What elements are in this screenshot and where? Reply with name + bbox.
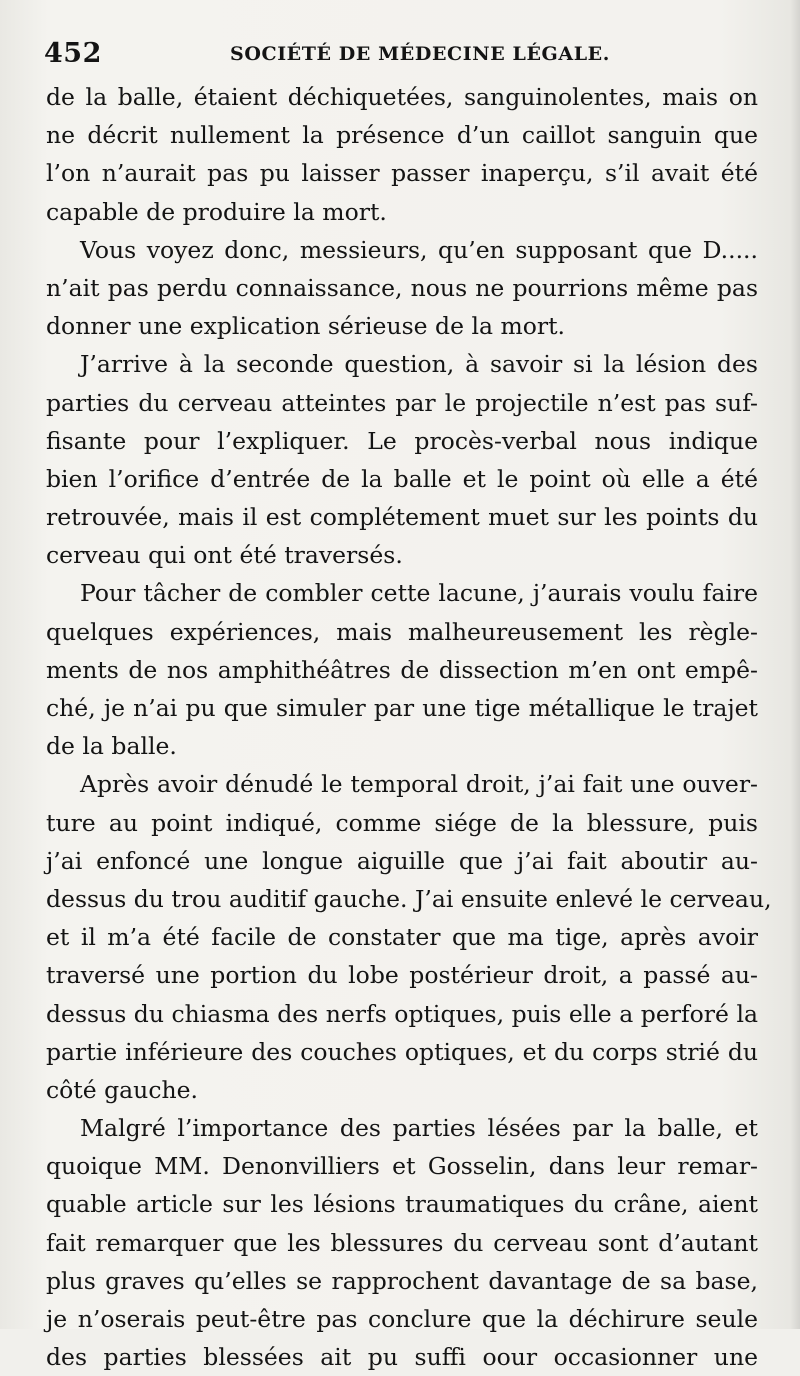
text-line: de la balle. (46, 732, 177, 761)
text-line: ture au point indiqué, comme siége de la blessure, puis (46, 808, 758, 837)
text-line: donner une explication sérieuse de la mort. (46, 312, 566, 341)
text-line: parties du cerveau atteintes par le projectile n’est pas suf- (46, 388, 758, 417)
text-line: capable de produire la mort. (46, 197, 387, 226)
page-edge-shadow (790, 0, 800, 1329)
text-line: Malgré l’importance des parties lésées par la balle, et (80, 1114, 758, 1143)
text-line: quable article sur les lésions traumatiques du crâne, aient (46, 1190, 758, 1219)
text-line: de la balle, étaient déchiquetées, sanguinolentes, mais on (46, 83, 758, 111)
text-line: dessus du trou auditif gauche. J’ai ensuite enlevé le cerveau, (46, 884, 772, 913)
text-line: je n’oserais peut-être pas conclure que la déchirure seule (46, 1305, 758, 1333)
text-line: traversé une portion du lobe postérieur droit, a passé au- (46, 961, 758, 990)
text-line: bien l’orifice d’entrée de la balle et le point où elle a été (46, 464, 758, 493)
text-line: cerveau qui ont été traversés. (46, 541, 403, 570)
text-line: Pour tâcher de combler cette lacune, j’aurais voulu faire (80, 579, 758, 608)
text-line: l’on n’aurait pas pu laisser passer inaperçu, s’il avait été (46, 159, 758, 188)
text-line: partie inférieure des couches optiques, et du corps strié du (46, 1037, 758, 1066)
text-line: j’ai enfoncé une longue aiguille que j’ai fait aboutir au- (46, 846, 758, 875)
text-line: Après avoir dénudé le temporal droit, j’ai fait une ouver- (80, 770, 758, 799)
text-line: fisante pour l’expliquer. Le procès-verbal nous indique (46, 426, 758, 455)
text-line: côté gauche. (46, 1075, 198, 1104)
running-head: SOCIÉTÉ DE MÉDECINE LÉGALE. (230, 43, 610, 65)
text-line: plus graves qu’elles se rapprochent davantage de sa base, (46, 1266, 758, 1295)
text-line: Vous voyez donc, messieurs, qu’en supposant que D..... (80, 235, 758, 264)
text-line: J’arrive à la seconde question, à savoir si la lésion des (80, 350, 758, 379)
page-number: 452 (44, 38, 102, 69)
text-line: quoique MM. Denonvilliers et Gosselin, dans leur remar- (46, 1152, 758, 1181)
page-header (44, 38, 766, 72)
text-line: ne décrit nullement la présence d’un caillot sanguin que (46, 121, 758, 150)
text-line: ments de nos amphithéâtres de dissection m’en ont empê- (46, 655, 758, 684)
body-text (46, 78, 772, 1376)
text-line: retrouvée, mais il est complétement muet sur les points du (46, 503, 758, 532)
text-line: n’ait pas perdu connaissance, nous ne pourrions même pas (46, 273, 758, 302)
text-line: ché, je n’ai pu que simuler par une tige métallique le trajet (46, 694, 758, 722)
text-line: fait remarquer que les blessures du cerveau sont d’autant (46, 1228, 758, 1257)
text-line: des parties blessées ait pu suffi oour occasionner une (46, 1343, 758, 1372)
text-line: quelques expériences, mais malheureusement les règle- (46, 617, 758, 646)
text-line: et il m’a été facile de constater que ma tige, après avoir (46, 923, 758, 952)
text-line: dessus du chiasma des nerfs optiques, puis elle a perforé la (46, 999, 758, 1028)
